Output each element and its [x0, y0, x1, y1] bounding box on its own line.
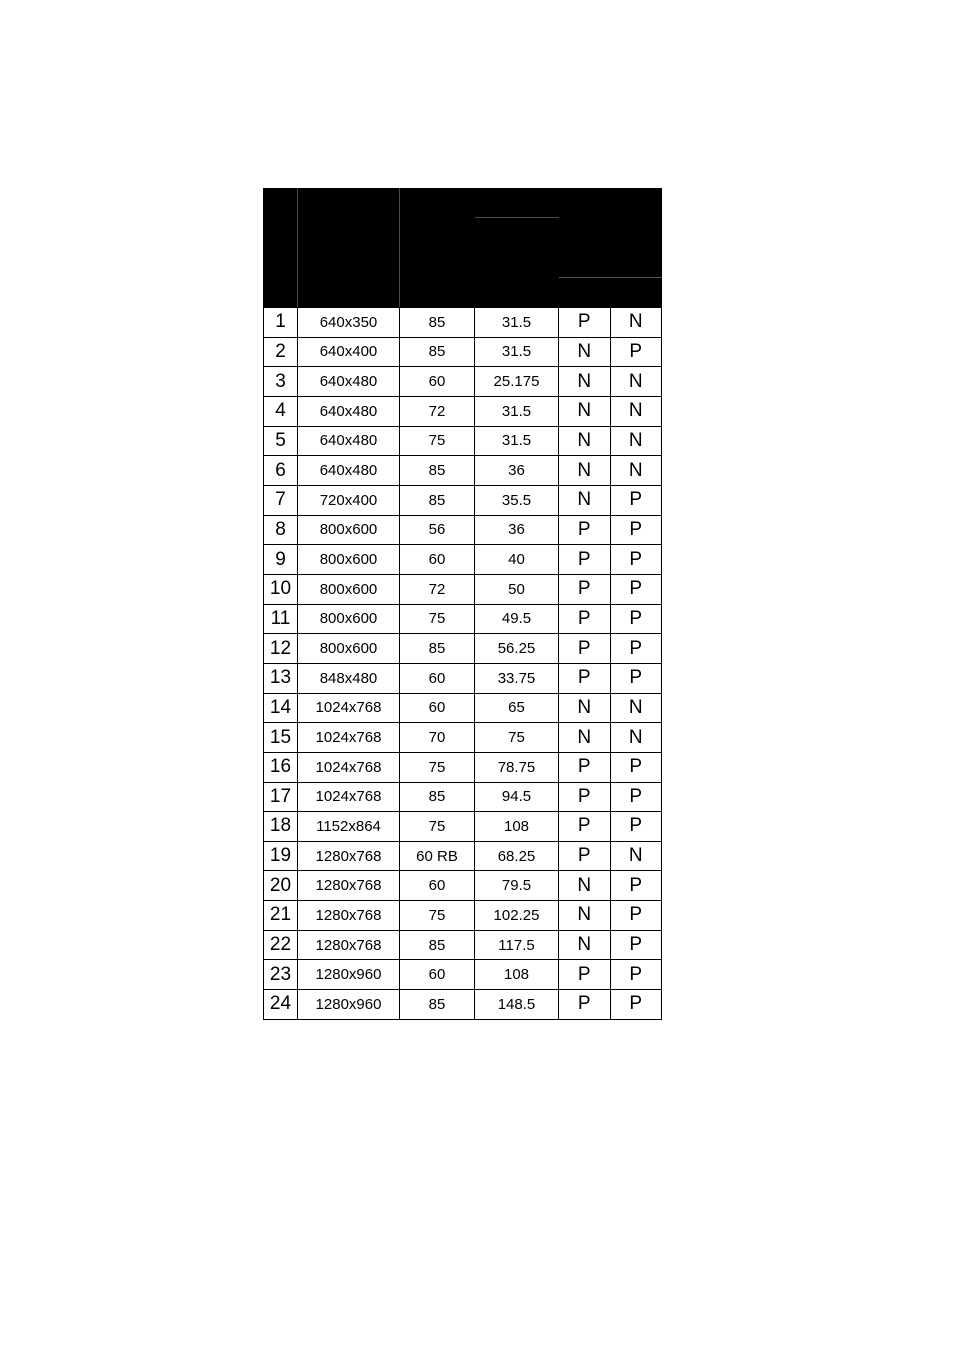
- cell-v-sync: P: [610, 634, 662, 664]
- cell-index: 8: [264, 515, 298, 545]
- table-row: [264, 485, 662, 515]
- cell-index: 10: [264, 574, 298, 604]
- cell-h-sync: P: [559, 841, 611, 871]
- cell-pixel-clock: 31.5: [475, 308, 559, 338]
- cell-pixel-clock: 50: [475, 574, 559, 604]
- cell-index: 3: [264, 367, 298, 397]
- cell-refresh-rate: 60: [400, 663, 475, 693]
- cell-index: 19: [264, 841, 298, 871]
- cell-h-sync: P: [559, 990, 611, 1020]
- table-row: [264, 426, 662, 456]
- table-row: [264, 515, 662, 545]
- cell-resolution: 1280x768: [298, 841, 400, 871]
- cell-index: 24: [264, 990, 298, 1020]
- cell-resolution: 640x480: [298, 456, 400, 486]
- table-row: [264, 782, 662, 812]
- cell-v-sync: P: [610, 752, 662, 782]
- header-sync-polarity-sub: [559, 218, 662, 278]
- cell-index: 14: [264, 693, 298, 723]
- cell-index: 6: [264, 456, 298, 486]
- header-h-sync: [559, 278, 611, 308]
- cell-resolution: 1280x768: [298, 871, 400, 901]
- cell-refresh-rate: 72: [400, 396, 475, 426]
- cell-index: 16: [264, 752, 298, 782]
- table-row: [264, 841, 662, 871]
- cell-resolution: 640x480: [298, 426, 400, 456]
- cell-refresh-rate: 75: [400, 901, 475, 931]
- table-row: [264, 367, 662, 397]
- table-row: [264, 574, 662, 604]
- cell-refresh-rate: 60: [400, 693, 475, 723]
- cell-pixel-clock: 117.5: [475, 930, 559, 960]
- table-body: [264, 308, 662, 1020]
- cell-h-sync: P: [559, 515, 611, 545]
- table-row: [264, 308, 662, 338]
- cell-resolution: 848x480: [298, 663, 400, 693]
- table-row: [264, 752, 662, 782]
- cell-h-sync: P: [559, 812, 611, 842]
- cell-resolution: 640x400: [298, 337, 400, 367]
- header-sync-polarity: [559, 189, 662, 218]
- cell-pixel-clock: 35.5: [475, 485, 559, 515]
- cell-v-sync: P: [610, 930, 662, 960]
- cell-h-sync: P: [559, 960, 611, 990]
- cell-resolution: 800x600: [298, 604, 400, 634]
- table-row: [264, 693, 662, 723]
- cell-refresh-rate: 85: [400, 308, 475, 338]
- cell-pixel-clock: 31.5: [475, 426, 559, 456]
- cell-index: 23: [264, 960, 298, 990]
- header-pixel-clock-unit: [475, 218, 559, 308]
- cell-h-sync: N: [559, 426, 611, 456]
- cell-v-sync: N: [610, 367, 662, 397]
- cell-refresh-rate: 75: [400, 812, 475, 842]
- cell-v-sync: P: [610, 337, 662, 367]
- cell-v-sync: N: [610, 308, 662, 338]
- cell-v-sync: P: [610, 574, 662, 604]
- table-row: [264, 396, 662, 426]
- cell-pixel-clock: 102.25: [475, 901, 559, 931]
- cell-h-sync: N: [559, 723, 611, 753]
- cell-resolution: 640x480: [298, 396, 400, 426]
- cell-refresh-rate: 85: [400, 782, 475, 812]
- cell-refresh-rate: 85: [400, 634, 475, 664]
- cell-h-sync: N: [559, 901, 611, 931]
- cell-pixel-clock: 68.25: [475, 841, 559, 871]
- cell-index: 2: [264, 337, 298, 367]
- cell-v-sync: N: [610, 456, 662, 486]
- cell-resolution: 1280x960: [298, 990, 400, 1020]
- cell-pixel-clock: 36: [475, 515, 559, 545]
- table-row: [264, 723, 662, 753]
- cell-h-sync: N: [559, 693, 611, 723]
- cell-index: 20: [264, 871, 298, 901]
- cell-refresh-rate: 75: [400, 604, 475, 634]
- cell-resolution: 1024x768: [298, 693, 400, 723]
- cell-index: 9: [264, 545, 298, 575]
- cell-index: 7: [264, 485, 298, 515]
- cell-h-sync: N: [559, 337, 611, 367]
- cell-pixel-clock: 36: [475, 456, 559, 486]
- table-row: [264, 634, 662, 664]
- cell-resolution: 1280x768: [298, 930, 400, 960]
- cell-v-sync: P: [610, 545, 662, 575]
- cell-resolution: 800x600: [298, 574, 400, 604]
- cell-h-sync: N: [559, 367, 611, 397]
- cell-h-sync: N: [559, 396, 611, 426]
- cell-v-sync: N: [610, 723, 662, 753]
- cell-pixel-clock: 108: [475, 812, 559, 842]
- cell-pixel-clock: 40: [475, 545, 559, 575]
- cell-pixel-clock: 94.5: [475, 782, 559, 812]
- cell-resolution: 1280x768: [298, 901, 400, 931]
- table-row: [264, 545, 662, 575]
- cell-resolution: 640x480: [298, 367, 400, 397]
- cell-v-sync: P: [610, 871, 662, 901]
- cell-resolution: 1280x960: [298, 960, 400, 990]
- table-row: [264, 990, 662, 1020]
- header-index: [264, 189, 298, 308]
- cell-pixel-clock: 49.5: [475, 604, 559, 634]
- cell-pixel-clock: 65: [475, 693, 559, 723]
- cell-h-sync: P: [559, 663, 611, 693]
- table-row: [264, 456, 662, 486]
- cell-index: 1: [264, 308, 298, 338]
- cell-resolution: 800x600: [298, 515, 400, 545]
- cell-h-sync: N: [559, 930, 611, 960]
- table-row: [264, 812, 662, 842]
- cell-resolution: 640x350: [298, 308, 400, 338]
- cell-pixel-clock: 31.5: [475, 337, 559, 367]
- cell-resolution: 720x400: [298, 485, 400, 515]
- cell-pixel-clock: 79.5: [475, 871, 559, 901]
- cell-refresh-rate: 75: [400, 426, 475, 456]
- display-timing-table: [263, 188, 662, 1020]
- cell-refresh-rate: 85: [400, 930, 475, 960]
- cell-index: 22: [264, 930, 298, 960]
- cell-index: 17: [264, 782, 298, 812]
- cell-index: 5: [264, 426, 298, 456]
- cell-pixel-clock: 56.25: [475, 634, 559, 664]
- cell-index: 15: [264, 723, 298, 753]
- cell-h-sync: N: [559, 871, 611, 901]
- cell-pixel-clock: 75: [475, 723, 559, 753]
- cell-v-sync: P: [610, 663, 662, 693]
- cell-h-sync: P: [559, 308, 611, 338]
- header-v-sync: [610, 278, 662, 308]
- cell-refresh-rate: 60: [400, 871, 475, 901]
- cell-refresh-rate: 60: [400, 545, 475, 575]
- cell-h-sync: P: [559, 752, 611, 782]
- cell-pixel-clock: 108: [475, 960, 559, 990]
- cell-resolution: 1024x768: [298, 723, 400, 753]
- cell-index: 11: [264, 604, 298, 634]
- cell-refresh-rate: 85: [400, 990, 475, 1020]
- cell-v-sync: N: [610, 841, 662, 871]
- cell-pixel-clock: 78.75: [475, 752, 559, 782]
- table-row: [264, 960, 662, 990]
- table-row: [264, 337, 662, 367]
- cell-v-sync: P: [610, 604, 662, 634]
- cell-index: 12: [264, 634, 298, 664]
- cell-h-sync: P: [559, 545, 611, 575]
- table-row: [264, 663, 662, 693]
- cell-v-sync: N: [610, 693, 662, 723]
- cell-pixel-clock: 33.75: [475, 663, 559, 693]
- cell-v-sync: P: [610, 990, 662, 1020]
- cell-index: 13: [264, 663, 298, 693]
- table-row: [264, 871, 662, 901]
- cell-index: 4: [264, 396, 298, 426]
- cell-h-sync: P: [559, 634, 611, 664]
- cell-refresh-rate: 85: [400, 337, 475, 367]
- table-row: [264, 604, 662, 634]
- cell-h-sync: N: [559, 485, 611, 515]
- cell-refresh-rate: 60 RB: [400, 841, 475, 871]
- header-resolution: [298, 189, 400, 308]
- cell-refresh-rate: 72: [400, 574, 475, 604]
- cell-v-sync: P: [610, 485, 662, 515]
- cell-refresh-rate: 85: [400, 456, 475, 486]
- cell-v-sync: P: [610, 960, 662, 990]
- table-row: [264, 930, 662, 960]
- cell-pixel-clock: 148.5: [475, 990, 559, 1020]
- cell-resolution: 1024x768: [298, 782, 400, 812]
- table-header: [264, 189, 662, 308]
- cell-refresh-rate: 60: [400, 367, 475, 397]
- header-refresh-rate: [400, 189, 475, 308]
- cell-pixel-clock: 25.175: [475, 367, 559, 397]
- cell-v-sync: P: [610, 782, 662, 812]
- cell-resolution: 800x600: [298, 634, 400, 664]
- cell-refresh-rate: 60: [400, 960, 475, 990]
- cell-index: 18: [264, 812, 298, 842]
- cell-v-sync: P: [610, 515, 662, 545]
- header-pixel-clock: [475, 189, 559, 218]
- table-row: [264, 901, 662, 931]
- cell-v-sync: N: [610, 396, 662, 426]
- cell-v-sync: P: [610, 812, 662, 842]
- cell-v-sync: N: [610, 426, 662, 456]
- cell-refresh-rate: 75: [400, 752, 475, 782]
- cell-index: 21: [264, 901, 298, 931]
- cell-refresh-rate: 85: [400, 485, 475, 515]
- cell-h-sync: P: [559, 604, 611, 634]
- cell-h-sync: P: [559, 574, 611, 604]
- cell-pixel-clock: 31.5: [475, 396, 559, 426]
- cell-h-sync: N: [559, 456, 611, 486]
- cell-resolution: 1152x864: [298, 812, 400, 842]
- cell-refresh-rate: 56: [400, 515, 475, 545]
- cell-resolution: 1024x768: [298, 752, 400, 782]
- cell-resolution: 800x600: [298, 545, 400, 575]
- cell-h-sync: P: [559, 782, 611, 812]
- cell-v-sync: P: [610, 901, 662, 931]
- cell-refresh-rate: 70: [400, 723, 475, 753]
